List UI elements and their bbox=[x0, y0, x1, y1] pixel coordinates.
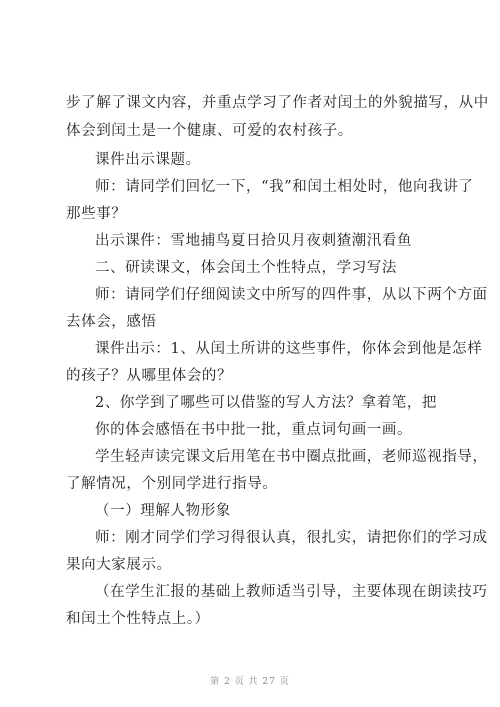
text-line: 了解情况，个别同学进行指导。 bbox=[66, 476, 278, 492]
text-line: 去体会，感悟 bbox=[66, 314, 157, 330]
text-line: 学生轻声读完课文后用笔在书中圈点批画，老师巡视指导， bbox=[95, 449, 488, 465]
text-line: 那些事？ bbox=[66, 206, 127, 222]
text-line: 步了解了课文内容，并重点学习了作者对闰土的外貌描写，从中 bbox=[66, 95, 489, 111]
page-footer: 第 2 页 共 27 页 bbox=[210, 677, 290, 687]
text-line: 的孩子？从哪里体会的？ bbox=[66, 368, 233, 384]
text-line: 课件出示课题。 bbox=[95, 152, 201, 168]
text-line: 课件出示：1、从闰土所讲的这些事件，你体会到他是怎样 bbox=[95, 341, 483, 357]
text-line: 出示课件：雪地捕鸟夏日拾贝月夜刺猹潮汛看鱼 bbox=[95, 233, 413, 249]
text-line: 师：刚才同学们学习得很认真，很扎实，请把你们的学习成 bbox=[95, 530, 488, 546]
text-line: 2、你学到了哪些可以借鉴的写人方法？拿着笔，把 bbox=[95, 395, 438, 411]
section-heading: 二、研读课文，体会闰土个性特点，学习写法 bbox=[95, 260, 397, 276]
subsection-heading: （一）理解人物形象 bbox=[95, 503, 231, 519]
text-line: （在学生汇报的基础上教师适当引导，主要体现在朗读技巧 bbox=[95, 584, 488, 600]
text-line: 师：请同学们回忆一下，“我”和闰土相处时，他向我讲了 bbox=[95, 179, 474, 195]
text-line: 和闰土个性特点上。） bbox=[66, 611, 210, 627]
text-line: 体会到闰土是一个健康、可爱的农村孩子。 bbox=[66, 123, 353, 139]
text-line: 你的体会感悟在书中批一批，重点词句画一画。 bbox=[95, 422, 413, 438]
text-line: 师：请同学们仔细阅读文中所写的四件事，从以下两个方面 bbox=[95, 287, 488, 303]
text-line: 果向大家展示。 bbox=[66, 557, 172, 573]
